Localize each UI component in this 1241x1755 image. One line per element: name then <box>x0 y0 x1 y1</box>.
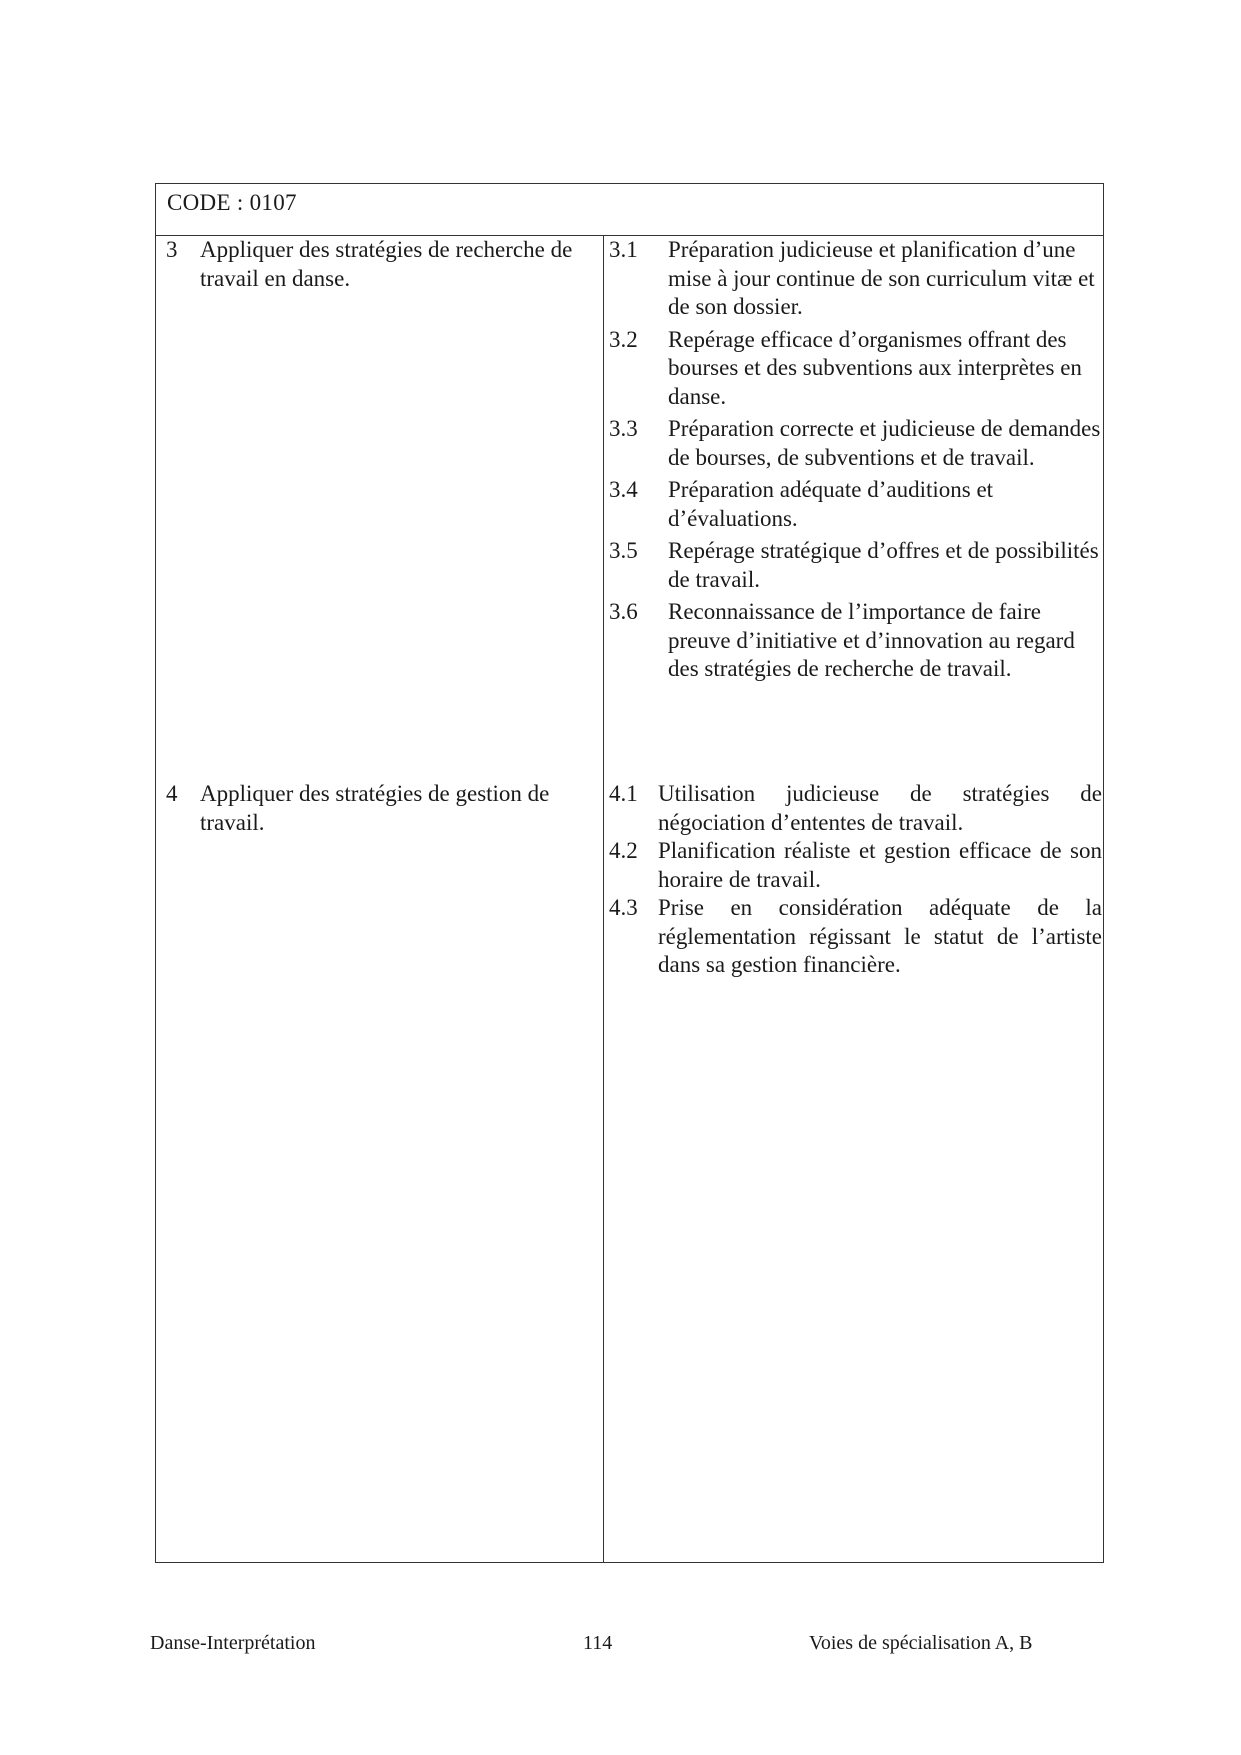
competency-number: 4 <box>166 781 178 806</box>
criterion-number: 3.2 <box>609 326 638 352</box>
criterion-4-2 <box>609 837 1102 894</box>
criterion-number: 3.6 <box>609 599 638 624</box>
column-divider <box>603 236 604 1562</box>
criterion-3-4 <box>609 476 1102 533</box>
criterion-text: Préparation judicieuse et planification d’une mise à jour continue de son curriculum vitæ et de son dossier. <box>668 237 1095 319</box>
criterion-3-2 <box>609 326 1102 412</box>
criterion-number: 3.1 <box>609 237 638 262</box>
criterion-number: 4.2 <box>609 838 638 863</box>
competency-table <box>155 183 1104 1563</box>
criterion-text: Utilisation judicieuse de stratégies de négociation d’ententes de travail. <box>658 781 1102 835</box>
criterion-text: Prise en considération adéquate de la réglementation régissant le statut de l’artiste dans sa gestion financière. <box>658 895 1102 977</box>
criterion-number: 3.5 <box>609 538 638 563</box>
criterion-text: Reconnaissance de l’importance de faire preuve d’initiative et d’innovation au regard des stratégies de recherche de travail. <box>668 599 1075 681</box>
criterion-number: 3.3 <box>609 416 638 441</box>
criterion-3-6 <box>609 598 1102 684</box>
footer-program-title: Danse-Interprétation <box>150 1632 316 1654</box>
criteria-list-3 <box>609 236 1102 688</box>
criterion-text: Planification réaliste et gestion efficace de son horaire de travail. <box>658 838 1102 892</box>
criterion-4-1 <box>609 780 1102 837</box>
criterion-number: 3.4 <box>609 477 638 502</box>
competency-text: Appliquer des stratégies de gestion de travail. <box>200 781 550 835</box>
footer-specialization: Voies de spécialisation A, B <box>809 1632 1033 1654</box>
criterion-text: Préparation adéquate d’auditions et d’évaluations. <box>668 477 994 531</box>
criterion-text: Repérage efficace d’organismes offrant des bourses et des subventions aux interprètes en danse. <box>668 326 1082 409</box>
code-header-row <box>156 184 1103 236</box>
criterion-text: Préparation correcte et judicieuse de demandes de bourses, de subventions et de travail. <box>668 416 1101 470</box>
criterion-3-3 <box>609 415 1102 472</box>
criterion-text: Repérage stratégique d’offres et de possibilités de travail. <box>668 538 1099 592</box>
competency-text: Appliquer des stratégies de recherche de travail en danse. <box>200 237 573 291</box>
footer-page-number: 114 <box>583 1632 613 1654</box>
criteria-list-4 <box>609 780 1102 980</box>
competency-number: 3 <box>166 237 178 262</box>
criterion-3-5 <box>609 537 1102 594</box>
criterion-number: 4.3 <box>609 895 638 920</box>
criterion-number: 4.1 <box>609 781 638 806</box>
competency-3 <box>166 236 596 293</box>
criterion-4-3 <box>609 894 1102 980</box>
code-label: CODE : 0107 <box>167 190 297 215</box>
competency-4 <box>166 780 596 837</box>
criterion-3-1 <box>609 236 1102 322</box>
